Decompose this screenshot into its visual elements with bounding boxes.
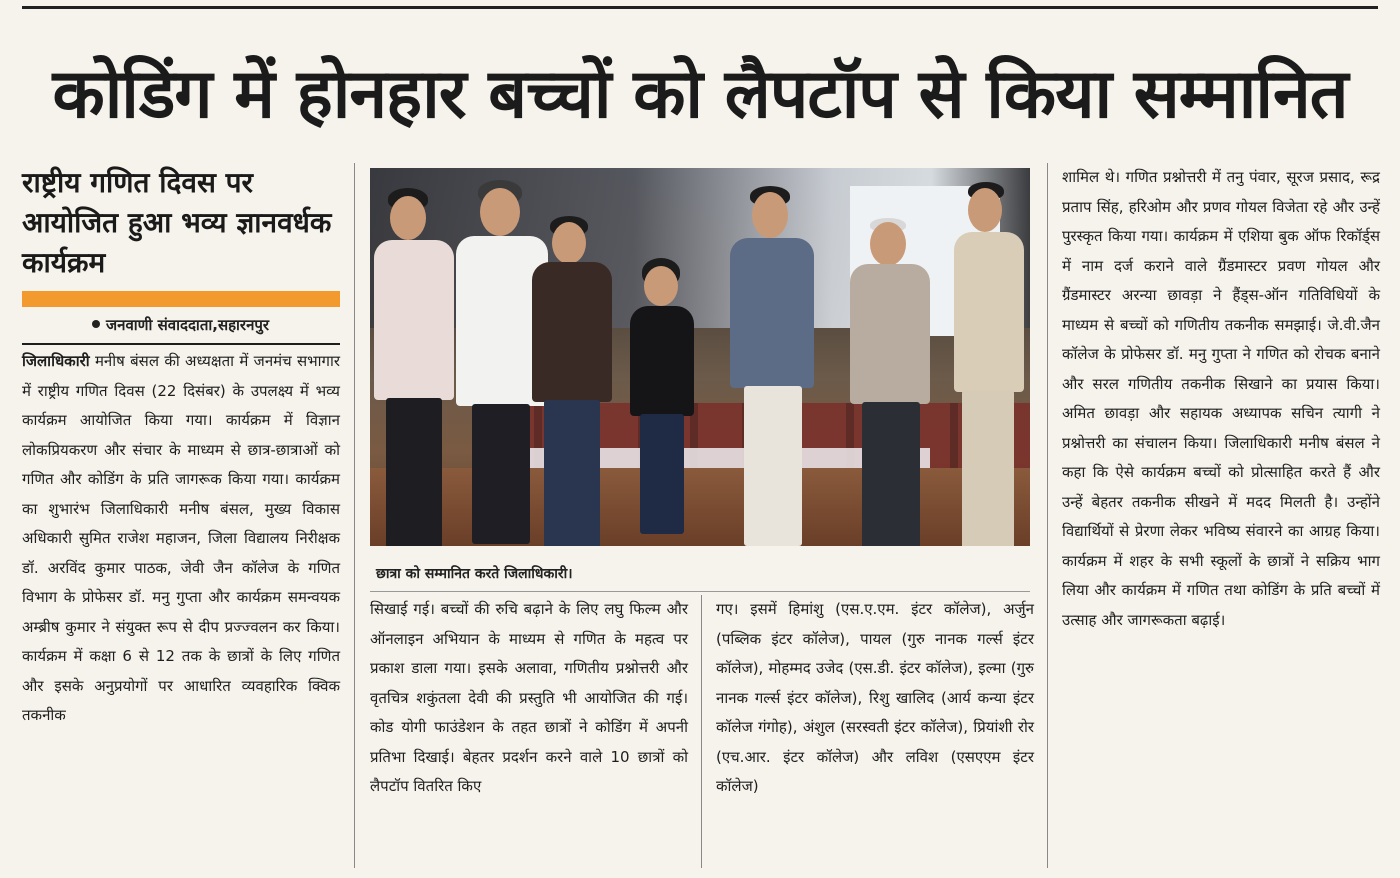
accent-bar: [22, 291, 340, 307]
article-text-1: मनीष बंसल की अध्यक्षता में जनमंच सभागार में राष्ट्रीय गणित दिवस (22 दिसंबर) के उपलक्ष्य में भव्य कार्यक्रम आयोजित किया गया। कार्यक्रम में विज्ञान लोकप्रियकरण और संचार के माध्यम से छात्र-छात्राओं को गणित और कोडिंग के प्रति जागरूक किया गया। कार्यक्रम का शुभारंभ जिलाधिकारी मनीष बंसल, मुख्य विकास अधिकारी सुमित राजेश महाजन, जिला विद्यालय निरीक्षक डॉ. अरविंद कुमार पाठक, जेवी जैन कॉलेज के गणित विभाग के प्रोफेसर डॉ. मनु गुप्ता और कार्यक्रम समन्वयक अम्ब्रीष कुमार ने संयुक्त रूप से दीप प्रज्ज्वलन कर किया। कार्यक्रम में कक्षा 6 से 12 तक के छात्रों के लिए गणित और इसके अनुप्रयोगों पर आधारित व्यवहारिक क्विक तकनीक: [22, 352, 340, 724]
article-column-4: शामिल थे। गणित प्रश्नोत्तरी में तनु पंवार, सूरज प्रसाद, रूद्र प्रताप सिंह, हरिओम और प्रणव गोयल विजेता रहे और उन्हें पुरस्कृत किया गया। कार्यक्रम में एशिया बुक ऑफ रिकॉर्ड्स में नाम दर्ज कराने वाले ग्रैंडमास्टर प्रवण गोयल और ग्रैंडमास्टर अरन्या छावड़ा ने हैंड्स-ऑन गतिविधियों के माध्यम से बच्चों को गणितीय तकनीक समझाई। जे.वी.जैन कॉलेज के प्रोफेसर डॉ. मनु गुप्ता ने गणित को रोचक बनाने और सरल गणितीय तकनीक सिखाने का प्रयास किया। अमित छावड़ा और सहायक अध्यापक सचिन त्यागी ने प्रश्नोत्तरी का संचालन किया। जिलाधिकारी मनीष बंसल ने कहा कि ऐसे कार्यक्रम बच्चों को प्रोत्साहित करते हैं और उन्हें बेहतर तकनीक सीखने में मदद मिलती है। उन्होंने विद्यार्थियों से प्रेरणा लेकर भविष्य संवारने का आग्रह किया। कार्यक्रम में शहर के सभी स्कूलों के छात्रों ने सक्रिय भाग लिया और कार्यक्रम में गणित तथा कोडिंग के प्रति बच्चों में उत्साह और जागरूकता बढ़ाई।: [1062, 168, 1380, 629]
photo-floor: [370, 468, 1030, 546]
column-divider: [701, 595, 702, 868]
left-column: [22, 163, 340, 731]
top-rule: [22, 6, 1378, 9]
headline: कोडिंग में होनहार बच्चों को लैपटॉप से किया सम्मानित: [52, 55, 1348, 134]
column-divider: [1047, 163, 1048, 868]
news-photo: [370, 168, 1030, 546]
article-column-1: [22, 343, 340, 731]
lead-word: जिलाधिकारी: [22, 352, 90, 370]
article-column-2: सिखाई गई। बच्चों की रुचि बढ़ाने के लिए लघु फिल्म और ऑनलाइन अभियान के माध्यम से गणित के महत्व पर प्रकाश डाला गया। इसके अलावा, गणितीय प्रश्नोत्तरी और वृतचित्र शकुंतला देवी की प्रस्तुति भी आयोजित की गई। कोड योगी फाउंडेशन के तहत छात्रों ने कोडिंग में अपनी प्रतिभा दिखाई। बेहतर प्रदर्शन करने वाले 10 छात्रों को लैपटॉप वितरित किए: [370, 600, 688, 795]
mid-column-1: [370, 595, 688, 802]
article-column-3: गए। इसमें हिमांशु (एस.ए.एम. इंटर कॉलेज), अर्जुन (पब्लिक इंटर कॉलेज), पायल (गुरु नानक गर्ल्स इंटर कॉलेज), मोहम्मद उजेद (एस.डी. इंटर कॉलेज), इल्मा (गुरु नानक गर्ल्स इंटर कॉलेज), रिशु खालिद (आर्य कन्या इंटर कॉलेज गंगोह), अंशुल (सरस्वती इंटर कॉलेज), प्रियांशी रोर (एच.आर. इंटर कॉलेज) और लविश (एसएएम इंटर कॉलेज): [716, 600, 1034, 795]
subheadline: राष्ट्रीय गणित दिवस पर आयोजित हुआ भव्य ज्ञानवर्धक कार्यक्रम: [22, 166, 332, 279]
column-divider: [354, 163, 355, 868]
mid-column-2: [716, 595, 1034, 802]
right-column: [1062, 163, 1380, 635]
photo-caption: छात्रा को सम्मानित करते जिलाधिकारी।: [370, 556, 1030, 592]
bullet-icon: [92, 320, 100, 328]
byline-text: जनवाणी संवाददाता,सहारनपुर: [106, 316, 270, 334]
byline: [22, 313, 340, 337]
